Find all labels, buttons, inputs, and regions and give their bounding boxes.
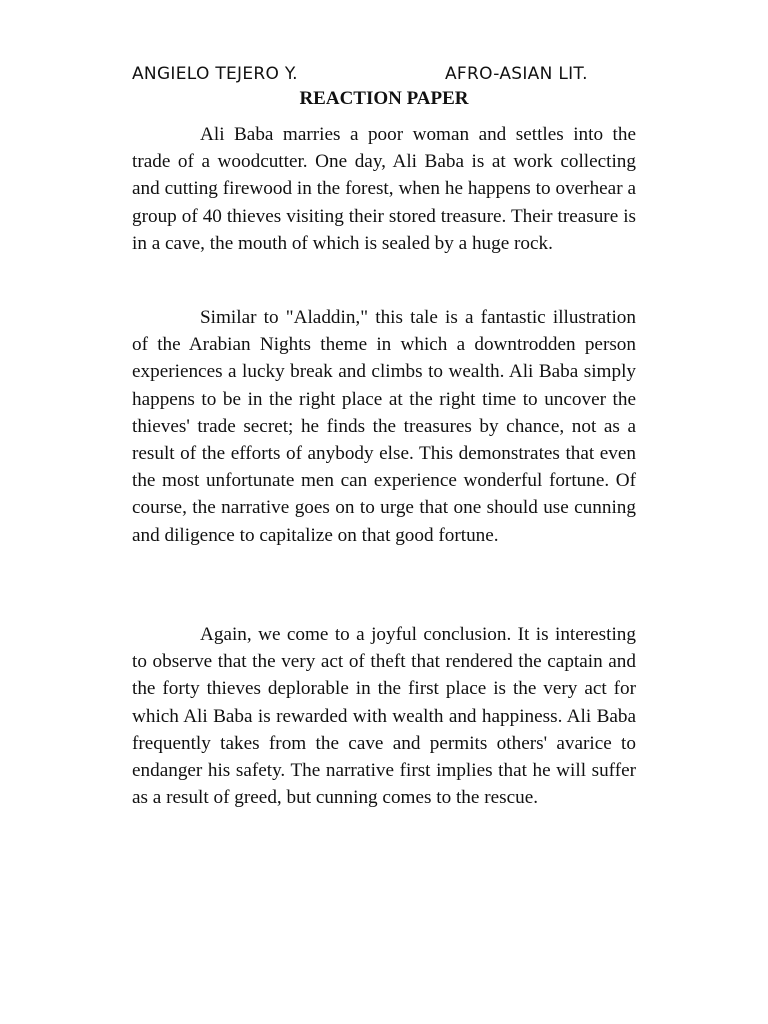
paragraph-text: Ali Baba marries a poor woman and settles into the trade of a woodcutter. One day, Ali Baba is at work collecting and cutting firewood in the forest, when he happens to overhear a group of 40 thieves visiting their stored treasure. Their treasure is in a cave, the mouth of which is sealed by a huge rock. [132,124,636,254]
paragraph-3 [132,621,636,811]
paragraph-text: Similar to "Aladdin," this tale is a fantastic illustration of the Arabian Nights theme in which a downtrodden person experiences a lucky break and climbs to wealth. Ali Baba simply happens to be in the right place at the right time to uncover the thieves' trade secret; he finds the treasures by chance, not as a result of the efforts of anybody else. This demonstrates that even the most unfortunate men can experience wonderful fortune. Of course, the narrative goes on to urge that one should use cunning and diligence to capitalize on that good fortune. [132,307,636,546]
paragraph-2 [132,304,636,549]
course-name: AFRO-ASIAN LIT. [445,64,588,84]
author-name: ANGIELO TEJERO Y. [132,64,298,84]
document-title: REACTION PAPER [299,88,469,109]
paragraph-text: Again, we come to a joyful conclusion. It is interesting to observe that the very act of theft that rendered the captain and the forty thieves deplorable in the first place is the very act for which Ali Baba is rewarded with wealth and happiness. Ali Baba frequently takes from the cave and permits others' avarice to endanger his safety. The narrative first implies that he will suffer as a result of greed, but cunning comes to the rescue. [132,624,636,809]
paragraph-1 [132,121,636,257]
